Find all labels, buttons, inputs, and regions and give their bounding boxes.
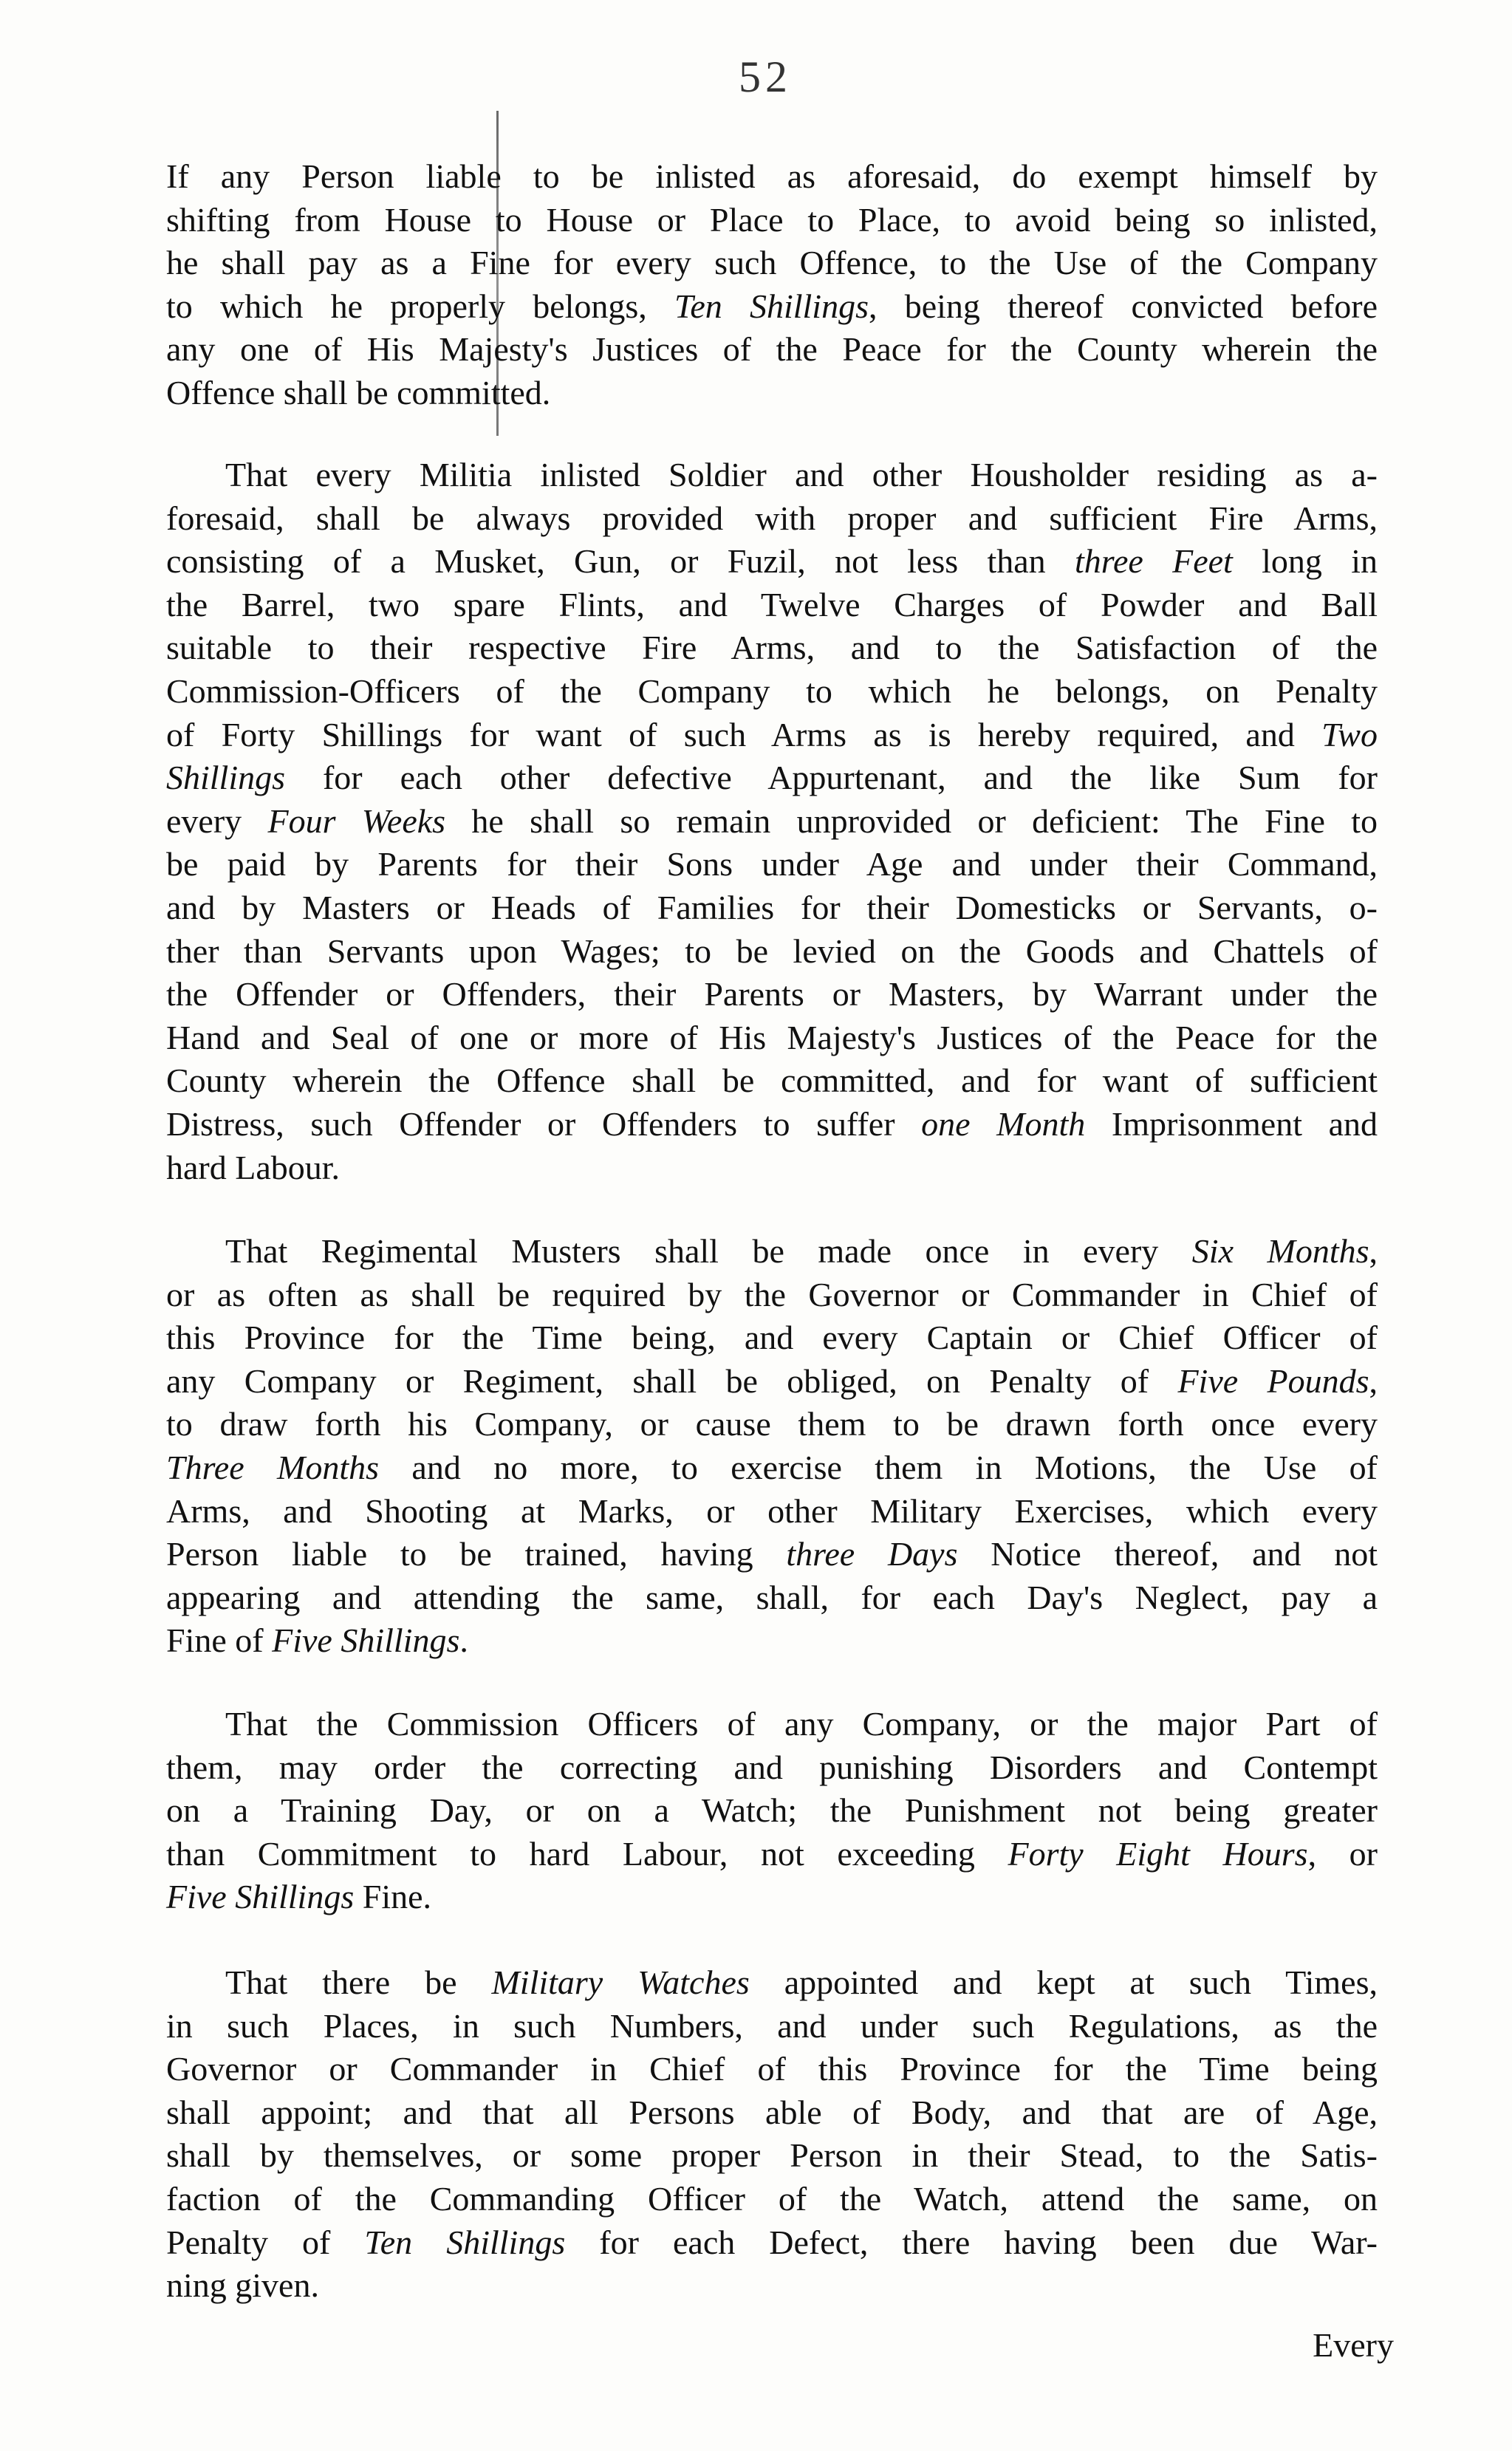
text-line: If any Person liable to be inlisted as aforesaid, do exempt himself by: [166, 157, 1378, 195]
text-line: every Four Weeks he shall so remain unprovided or deficient: The Fine to: [166, 801, 1378, 840]
text-line: or as often as shall be required by the Governor or Commander in Chief of: [166, 1275, 1378, 1313]
text-line: in such Places, in such Numbers, and under such Regulations, as the: [166, 2006, 1378, 2045]
text-line: Penalty of Ten Shillings for each Defect, there having been due War-: [166, 2223, 1378, 2261]
text-line: this Province for the Time being, and every Captain or Chief Officer of: [166, 1319, 1378, 1357]
text-line: ning given.: [166, 2266, 319, 2305]
text-line: the Barrel, two spare Flints, and Twelve Charges of Powder and Ball: [166, 585, 1378, 623]
catchword: Every: [1313, 2326, 1394, 2364]
text-line: he shall pay as a Fine for every such Offence, to the Use of the Company: [166, 244, 1378, 282]
text-line: shall appoint; and that all Persons able of Body, and that are of Age,: [166, 2093, 1378, 2131]
text-line: faction of the Commanding Officer of the Watch, attend the same, on: [166, 2179, 1378, 2218]
text-line: appearing and attending the same, shall, for each Day's Neglect, pay a: [166, 1578, 1378, 1616]
text-line: be paid by Parents for their Sons under Age and under their Command,: [166, 845, 1378, 883]
text-line: hard Labour.: [166, 1148, 341, 1186]
text-line: Offence shall be committed.: [166, 373, 551, 411]
text-line: them, may order the correcting and punishing Disorders and Contempt: [166, 1748, 1378, 1786]
text-line: County wherein the Offence shall be committed, and for want of sufficient: [166, 1062, 1378, 1100]
text-line: ther than Servants upon Wages; to be levied on the Goods and Chattels of: [166, 931, 1378, 970]
text-line: than Commitment to hard Labour, not exceeding Forty Eight Hours, or: [166, 1834, 1378, 1873]
text-line: Distress, such Offender or Offenders to suffer one Month Imprisonment and: [166, 1104, 1378, 1143]
text-line: That Regimental Musters shall be made once in every Six Months,: [225, 1232, 1378, 1270]
text-line: to which he properly belongs, Ten Shillings, being thereof convicted before: [166, 287, 1378, 325]
text-line: shifting from House to House or Place to Place, to avoid being so inlisted,: [166, 200, 1378, 239]
text-line: the Offender or Offenders, their Parents or Masters, by Warrant under the: [166, 975, 1378, 1013]
text-line: Person liable to be trained, having three Days Notice thereof, and not: [166, 1535, 1378, 1573]
text-line: suitable to their respective Fire Arms, and to the Satisfaction of the: [166, 629, 1378, 667]
text-line: and by Masters or Heads of Families for their Domesticks or Servants, o-: [166, 888, 1378, 926]
text-line: of Forty Shillings for want of such Arms as is hereby required, and Two: [166, 715, 1378, 753]
text-line: on a Training Day, or on a Watch; the Punishment not being greater: [166, 1791, 1378, 1830]
text-line: Fine of Five Shillings.: [166, 1621, 468, 1660]
text-line: Governor or Commander in Chief of this Province for the Time being: [166, 2050, 1378, 2088]
text-line: Commission-Officers of the Company to which he belongs, on Penalty: [166, 671, 1378, 710]
text-line: consisting of a Musket, Gun, or Fuzil, not less than three Feet long in: [166, 542, 1378, 581]
text-line: Three Months and no more, to exercise them in Motions, the Use of: [166, 1448, 1378, 1486]
text-line: That there be Military Watches appointed and kept at such Times,: [225, 1963, 1378, 2001]
text-line: any Company or Regiment, shall be obliged, on Penalty of Five Pounds,: [166, 1361, 1378, 1400]
paragraph-regimental-musters: [166, 1230, 1378, 1663]
page-number: 52: [739, 52, 792, 101]
paragraph-commission-officers: [166, 1703, 1378, 1919]
text-line: Shillings for each other defective Appurtenant, and the like Sum for: [166, 759, 1378, 797]
paragraph-inlisting-exemption: [166, 155, 1378, 415]
text-line: shall by themselves, or some proper Person in their Stead, to the Satis-: [166, 2136, 1378, 2175]
text-line: foresaid, shall be always provided with proper and sufficient Fire Arms,: [166, 499, 1378, 537]
text-line: Hand and Seal of one or more of His Majesty's Justices of the Peace for the: [166, 1018, 1378, 1056]
text-line: Five Shillings Fine.: [166, 1878, 432, 1916]
text-line: That every Militia inlisted Soldier and other Housholder residing as a-: [225, 456, 1378, 493]
text-line: any one of His Majesty's Justices of the Peace for the County wherein the: [166, 330, 1378, 369]
text-line: to draw forth his Company, or cause them to be drawn forth once every: [166, 1405, 1378, 1443]
paragraph-fire-arms: [166, 454, 1378, 1189]
text-line: That the Commission Officers of any Company, or the major Part of: [225, 1705, 1378, 1743]
text-line: Arms, and Shooting at Marks, or other Military Exercises, which every: [166, 1491, 1378, 1530]
paragraph-military-watches: [166, 1961, 1378, 2308]
